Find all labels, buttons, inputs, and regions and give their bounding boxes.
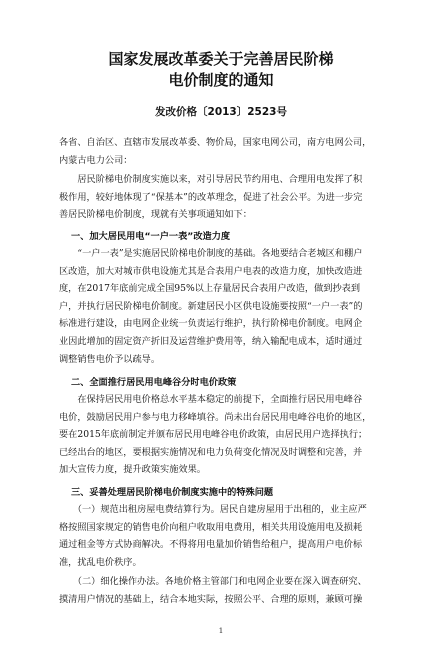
text-line: 要在2015年底前制定并颁布居民用电峰谷电价政策，由居民用户选择执行； [59, 429, 368, 441]
intro-paragraph [59, 171, 389, 224]
document-number: 发改价格〔2013〕2523号 [155, 106, 287, 118]
text-line: 极作用，较好地体现了“保基本”的改革理念，促进了社会公平。为进一步完 [59, 191, 363, 203]
text-line: （一）规范出租房屋电费结算行为。居民自建房屋用于出租的，业主应严 [59, 504, 367, 515]
text-line: （二）细化操作办法。各地价格主管部门和电网企业要在深入调查研究、 [59, 576, 367, 587]
text-line: 内蒙古电力公司： [59, 154, 133, 166]
text-line: 业因此增加的固定资产折旧及运营维护费用等，纳入输配电成本，适时通过 [59, 335, 363, 347]
text-line: 各省、自治区、直辖市发展改革委、物价局，国家电网公司，南方电网公司， [59, 137, 372, 148]
text-line: 格按照国家规定的销售电价向租户收取用电费用，相关共用设施用电及损耗 [59, 521, 363, 533]
text-line: “一户一表”是实施居民阶梯电价制度的基础。各地要结合老城区和棚户 [59, 248, 363, 259]
text-line: 户，并执行居民阶梯电价制度。新建居民小区供电设施要按照“一户一表”的 [59, 300, 363, 312]
text-line: 度，在2017年底前完成全国95%以上存量居民合表用户改造，做到抄表到 [59, 283, 361, 295]
section2-heading: 二、全面推行居民用电峰谷分时电价政策 [71, 377, 237, 388]
text-line: 电价，鼓励居民用户参与电力移峰填谷。尚未出台居民用电峰谷电价的地区， [59, 411, 372, 423]
section2-body [59, 391, 389, 479]
section1-heading: 一、加大居民用电“一户一表”改造力度 [71, 231, 231, 242]
document-title-line2: 电价制度的通知 [168, 71, 274, 89]
section1-body [59, 245, 389, 368]
text-line: 在保持居民用电价格总水平基本稳定的前提下，全面推行居民用电峰谷 [59, 394, 363, 405]
text-line: 善居民阶梯电价制度，现就有关事项通知如下： [59, 209, 252, 221]
section3-item2 [59, 573, 389, 608]
text-line: 标准进行建设，由电网企业统一负责运行维护，执行阶梯电价制度。电网企 [59, 318, 363, 330]
text-line: 调整销售电价予以疏导。 [59, 353, 161, 365]
text-line: 居民阶梯电价制度实施以来，对引导居民节约用电、合理用电发挥了积 [59, 174, 363, 185]
text-line: 已经出台的地区，要根据实施情况和电力负荷变化情况及时调整和完善，并 [59, 446, 363, 458]
section3-heading: 三、妥善处理居民阶梯电价制度实施中的特殊问题 [71, 487, 274, 498]
section3-item1 [59, 501, 389, 571]
text-line: 区改造，加大对城市供电设施尤其是合表用户电表的改造力度，加快改造进 [59, 265, 363, 277]
text-line: 通过租金等方式协商解决。不得将用电量加价销售给租户，提高用户电价标 [59, 539, 363, 551]
document-title-line1: 国家发展改革委关于完善居民阶梯 [108, 50, 334, 68]
text-line: 摸清用户情况的基础上，结合本地实际，按照公平、合理的原则，兼顾可操 [59, 593, 363, 605]
recipients-paragraph [59, 134, 389, 169]
page-number: 1 [218, 626, 224, 635]
text-line: 加大宣传力度，提升政策实施效果。 [59, 464, 206, 476]
text-line: 准，扰乱电价秩序。 [59, 556, 142, 568]
